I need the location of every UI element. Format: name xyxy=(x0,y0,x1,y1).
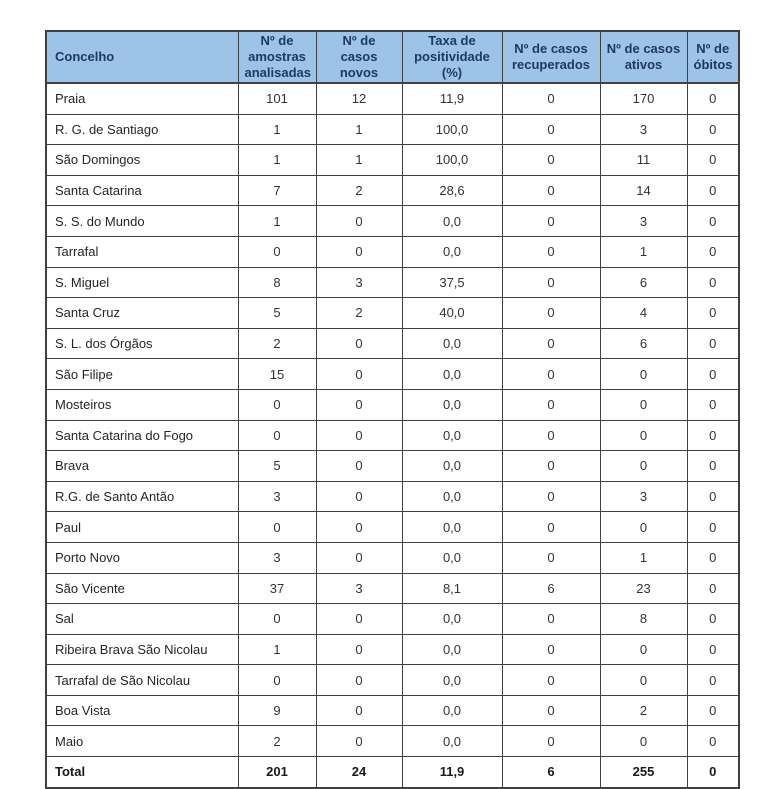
table-row xyxy=(46,389,739,420)
value-cell: 0 xyxy=(502,726,600,757)
value-cell: 0,0 xyxy=(402,328,502,359)
value-cell: 0 xyxy=(316,236,402,267)
concelho-name-cell: Paul xyxy=(46,512,238,543)
table-row xyxy=(46,83,739,114)
value-cell: 0 xyxy=(502,451,600,482)
value-cell: 28,6 xyxy=(402,175,502,206)
concelho-name-cell: S. L. dos Órgãos xyxy=(46,328,238,359)
value-cell: 0 xyxy=(316,634,402,665)
value-cell: 0 xyxy=(316,451,402,482)
value-cell: 6 xyxy=(600,267,687,298)
value-cell: 2 xyxy=(600,695,687,726)
value-cell: 0 xyxy=(687,665,739,696)
table-row xyxy=(46,604,739,635)
value-cell: 3 xyxy=(600,206,687,237)
value-cell: 0 xyxy=(687,604,739,635)
value-cell: 2 xyxy=(238,328,316,359)
value-cell: 0 xyxy=(502,665,600,696)
value-cell: 201 xyxy=(238,757,316,788)
value-cell: 0 xyxy=(502,542,600,573)
concelho-name-cell: Tarrafal xyxy=(46,236,238,267)
value-cell: 0 xyxy=(502,114,600,145)
value-cell: 0 xyxy=(687,236,739,267)
value-cell: 0 xyxy=(502,236,600,267)
value-cell: 0 xyxy=(687,573,739,604)
value-cell: 7 xyxy=(238,175,316,206)
value-cell: 24 xyxy=(316,757,402,788)
value-cell: 37 xyxy=(238,573,316,604)
table-row xyxy=(46,145,739,176)
value-cell: 0 xyxy=(687,695,739,726)
table-row xyxy=(46,512,739,543)
value-cell: 255 xyxy=(600,757,687,788)
table-row xyxy=(46,175,739,206)
value-cell: 0 xyxy=(502,481,600,512)
value-cell: 0 xyxy=(502,206,600,237)
value-cell: 0 xyxy=(238,604,316,635)
table-row xyxy=(46,114,739,145)
value-cell: 2 xyxy=(316,298,402,329)
value-cell: 0 xyxy=(687,542,739,573)
value-cell: 3 xyxy=(316,573,402,604)
value-cell: 0,0 xyxy=(402,236,502,267)
table-row xyxy=(46,328,739,359)
value-cell: 0 xyxy=(502,145,600,176)
value-cell: 0,0 xyxy=(402,481,502,512)
value-cell: 1 xyxy=(238,206,316,237)
table-row xyxy=(46,359,739,390)
concelho-name-cell: Ribeira Brava São Nicolau xyxy=(46,634,238,665)
value-cell: 0 xyxy=(687,83,739,114)
value-cell: 0 xyxy=(687,481,739,512)
concelho-name-cell: R. G. de Santiago xyxy=(46,114,238,145)
value-cell: 15 xyxy=(238,359,316,390)
value-cell: 0 xyxy=(687,328,739,359)
table-row xyxy=(46,206,739,237)
value-cell: 3 xyxy=(316,267,402,298)
value-cell: 9 xyxy=(238,695,316,726)
value-cell: 0 xyxy=(502,389,600,420)
value-cell: 0 xyxy=(316,604,402,635)
value-cell: 0 xyxy=(316,512,402,543)
value-cell: 0,0 xyxy=(402,542,502,573)
column-header: Nº de casos novos xyxy=(316,31,402,83)
value-cell: 14 xyxy=(600,175,687,206)
concelho-name-cell: Sal xyxy=(46,604,238,635)
value-cell: 0 xyxy=(600,359,687,390)
value-cell: 11,9 xyxy=(402,757,502,788)
concelho-name-cell: Santa Catarina do Fogo xyxy=(46,420,238,451)
table-row xyxy=(46,665,739,696)
value-cell: 0 xyxy=(687,726,739,757)
value-cell: 23 xyxy=(600,573,687,604)
concelho-name-cell: Maio xyxy=(46,726,238,757)
column-header: Nº de amostras analisadas xyxy=(238,31,316,83)
value-cell: 0 xyxy=(316,665,402,696)
value-cell: 6 xyxy=(502,573,600,604)
value-cell: 0 xyxy=(502,420,600,451)
concelho-name-cell: Praia xyxy=(46,83,238,114)
value-cell: 0 xyxy=(238,665,316,696)
value-cell: 0 xyxy=(687,206,739,237)
value-cell: 0 xyxy=(600,726,687,757)
value-cell: 0 xyxy=(316,389,402,420)
value-cell: 11 xyxy=(600,145,687,176)
value-cell: 0 xyxy=(687,634,739,665)
value-cell: 0 xyxy=(502,634,600,665)
value-cell: 5 xyxy=(238,451,316,482)
value-cell: 170 xyxy=(600,83,687,114)
column-header: Concelho xyxy=(46,31,238,83)
value-cell: 0 xyxy=(687,175,739,206)
column-header: Taxa de positividade (%) xyxy=(402,31,502,83)
value-cell: 8 xyxy=(600,604,687,635)
table-row xyxy=(46,236,739,267)
value-cell: 0 xyxy=(687,298,739,329)
value-cell: 0 xyxy=(687,451,739,482)
value-cell: 0 xyxy=(316,328,402,359)
value-cell: 0,0 xyxy=(402,206,502,237)
table-row xyxy=(46,542,739,573)
value-cell: 0 xyxy=(316,542,402,573)
value-cell: 0,0 xyxy=(402,359,502,390)
table-row xyxy=(46,634,739,665)
concelho-name-cell: Brava xyxy=(46,451,238,482)
value-cell: 0 xyxy=(502,267,600,298)
value-cell: 1 xyxy=(238,114,316,145)
value-cell: 0 xyxy=(600,451,687,482)
value-cell: 0,0 xyxy=(402,604,502,635)
value-cell: 0 xyxy=(687,757,739,788)
value-cell: 0 xyxy=(316,206,402,237)
header-row xyxy=(46,31,739,83)
value-cell: 0,0 xyxy=(402,695,502,726)
table-row xyxy=(46,726,739,757)
column-header: Nº de óbitos xyxy=(687,31,739,83)
value-cell: 0 xyxy=(316,481,402,512)
concelho-name-cell: São Filipe xyxy=(46,359,238,390)
value-cell: 0 xyxy=(502,512,600,543)
value-cell: 1 xyxy=(238,145,316,176)
table-body xyxy=(46,83,739,788)
value-cell: 0 xyxy=(600,389,687,420)
value-cell: 1 xyxy=(238,634,316,665)
concelho-name-cell: Porto Novo xyxy=(46,542,238,573)
value-cell: 12 xyxy=(316,83,402,114)
value-cell: 0 xyxy=(687,114,739,145)
value-cell: 0 xyxy=(316,695,402,726)
value-cell: 1 xyxy=(600,542,687,573)
value-cell: 0 xyxy=(600,665,687,696)
value-cell: 1 xyxy=(316,114,402,145)
concelho-name-cell: S. S. do Mundo xyxy=(46,206,238,237)
value-cell: 3 xyxy=(238,481,316,512)
table-row xyxy=(46,420,739,451)
value-cell: 0 xyxy=(238,420,316,451)
column-header: Nº de casos ativos xyxy=(600,31,687,83)
value-cell: 0,0 xyxy=(402,512,502,543)
concelho-name-cell: Santa Catarina xyxy=(46,175,238,206)
value-cell: 4 xyxy=(600,298,687,329)
table-row xyxy=(46,481,739,512)
value-cell: 6 xyxy=(502,757,600,788)
table-row xyxy=(46,573,739,604)
value-cell: 0,0 xyxy=(402,451,502,482)
value-cell: 0 xyxy=(502,359,600,390)
table-row xyxy=(46,695,739,726)
table-header xyxy=(46,31,739,83)
value-cell: 0 xyxy=(316,726,402,757)
value-cell: 2 xyxy=(316,175,402,206)
concelho-name-cell: Santa Cruz xyxy=(46,298,238,329)
value-cell: 8,1 xyxy=(402,573,502,604)
value-cell: 0 xyxy=(687,420,739,451)
table-row xyxy=(46,298,739,329)
value-cell: 6 xyxy=(600,328,687,359)
value-cell: 100,0 xyxy=(402,114,502,145)
value-cell: 101 xyxy=(238,83,316,114)
value-cell: 3 xyxy=(600,481,687,512)
value-cell: 0 xyxy=(502,604,600,635)
value-cell: 5 xyxy=(238,298,316,329)
value-cell: 100,0 xyxy=(402,145,502,176)
value-cell: 0,0 xyxy=(402,726,502,757)
value-cell: 0 xyxy=(502,695,600,726)
concelho-name-cell: São Vicente xyxy=(46,573,238,604)
value-cell: 0,0 xyxy=(402,420,502,451)
value-cell: 2 xyxy=(238,726,316,757)
value-cell: 0 xyxy=(238,236,316,267)
concelho-name-cell: Mosteiros xyxy=(46,389,238,420)
value-cell: 1 xyxy=(600,236,687,267)
value-cell: 40,0 xyxy=(402,298,502,329)
value-cell: 11,9 xyxy=(402,83,502,114)
value-cell: 0 xyxy=(687,512,739,543)
concelho-name-cell: Tarrafal de São Nicolau xyxy=(46,665,238,696)
value-cell: 3 xyxy=(600,114,687,145)
column-header: Nº de casos recuperados xyxy=(502,31,600,83)
concelho-name-cell: Boa Vista xyxy=(46,695,238,726)
value-cell: 3 xyxy=(238,542,316,573)
concelho-name-cell: São Domingos xyxy=(46,145,238,176)
concelho-name-cell: Total xyxy=(46,757,238,788)
value-cell: 0 xyxy=(502,83,600,114)
value-cell: 0 xyxy=(600,634,687,665)
value-cell: 0 xyxy=(316,420,402,451)
concelho-name-cell: S. Miguel xyxy=(46,267,238,298)
value-cell: 0 xyxy=(600,512,687,543)
value-cell: 0 xyxy=(687,267,739,298)
value-cell: 0 xyxy=(238,389,316,420)
value-cell: 37,5 xyxy=(402,267,502,298)
table-row xyxy=(46,451,739,482)
table-row xyxy=(46,267,739,298)
value-cell: 0 xyxy=(687,359,739,390)
concelho-name-cell: R.G. de Santo Antão xyxy=(46,481,238,512)
value-cell: 0 xyxy=(502,328,600,359)
value-cell: 0 xyxy=(502,298,600,329)
value-cell: 0,0 xyxy=(402,634,502,665)
value-cell: 0 xyxy=(238,512,316,543)
value-cell: 0 xyxy=(687,389,739,420)
value-cell: 0,0 xyxy=(402,665,502,696)
value-cell: 8 xyxy=(238,267,316,298)
value-cell: 0,0 xyxy=(402,389,502,420)
value-cell: 0 xyxy=(502,175,600,206)
value-cell: 0 xyxy=(316,359,402,390)
concelho-covid-table xyxy=(45,30,740,789)
value-cell: 0 xyxy=(600,420,687,451)
value-cell: 1 xyxy=(316,145,402,176)
value-cell: 0 xyxy=(687,145,739,176)
